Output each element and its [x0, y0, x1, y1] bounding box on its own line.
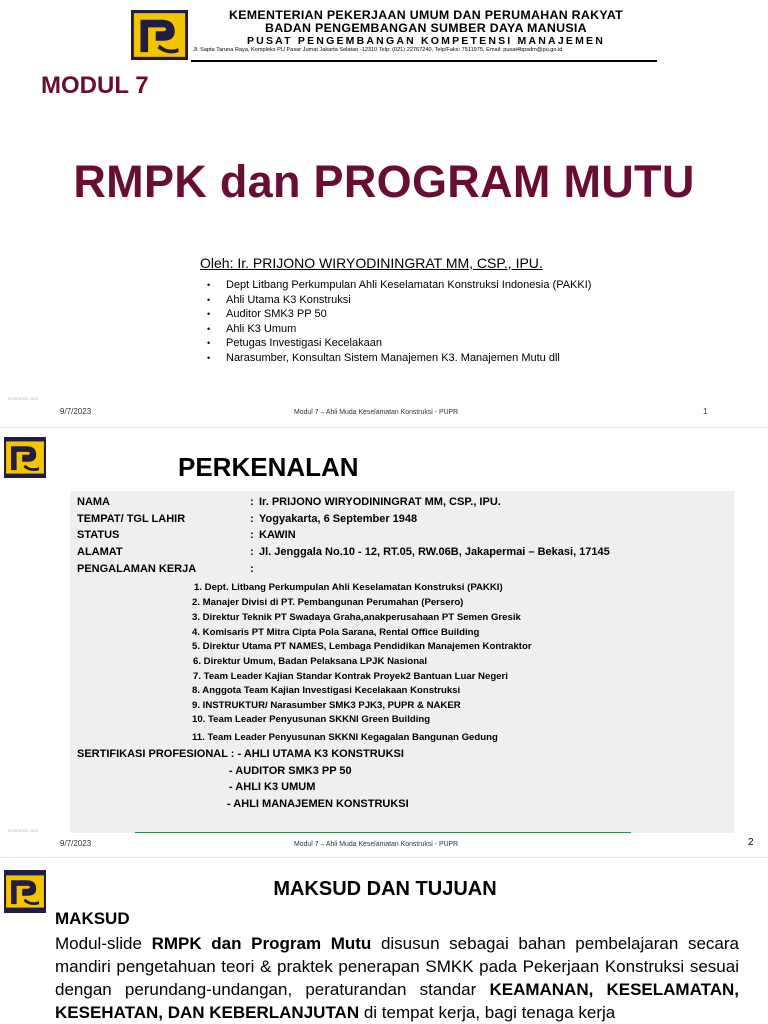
- page-number: 2: [748, 837, 754, 848]
- subsection-title: MAKSUD: [55, 909, 130, 928]
- credential-item: • Ahli Utama K3 Konstruksi: [207, 293, 591, 308]
- field-separator: :: [250, 529, 254, 541]
- certification-item: - AHLI K3 UMUM: [229, 781, 316, 793]
- pu-logo-icon: [4, 437, 46, 478]
- page-number: 1: [703, 407, 708, 416]
- letterhead-rule: [191, 60, 657, 62]
- experience-item: 10. Team Leader Penyusunan SKKNI Green Building: [192, 714, 431, 725]
- experience-item: 1. Dept. Litbang Perkumpulan Ahli Keselamatan Konstruksi (PAKKI): [194, 582, 503, 593]
- credential-item: • Petugas Investigasi Kecelakaan: [207, 336, 591, 351]
- pu-logo-icon: [131, 10, 188, 60]
- section-title: MAKSUD DAN TUJUAN: [273, 878, 497, 900]
- field-separator: :: [250, 513, 254, 525]
- footer-date: 9/7/2023: [60, 407, 92, 416]
- credential-item: • Dept Litbang Perkumpulan Ahli Keselamatan Konstruksi Indonesia (PAKKI): [207, 278, 591, 293]
- slide-separator: [0, 857, 768, 858]
- certification-label: SERTIFIKASI PROFESIONAL : - AHLI UTAMA K3 KONSTRUKSI: [77, 748, 404, 760]
- footer-rule: [135, 832, 631, 833]
- field-label: PENGALAMAN KERJA: [77, 563, 197, 575]
- field-value: Yogyakarta, 6 September 1948: [259, 513, 418, 525]
- footer-date: 9/7/2023: [60, 839, 92, 848]
- field-separator: :: [250, 546, 254, 558]
- field-value: Ir. PRIJONO WIRYODININGRAT MM, CSP., IPU.: [259, 496, 501, 508]
- slide-separator: [0, 427, 768, 428]
- credential-item: • Ahli K3 Umum: [207, 322, 591, 337]
- experience-item: 7. Team Leader Kajian Standar Kontrak Proyek2 Bantuan Luar Negeri: [193, 671, 508, 682]
- letterhead: [191, 9, 661, 54]
- field-label: STATUS: [77, 529, 120, 541]
- watermark: BUSINESS 2023: [8, 828, 39, 833]
- body-text: di tempat kerja, bagi tenaga kerja: [359, 1003, 616, 1022]
- field-value: KAWIN: [259, 529, 296, 541]
- watermark: BUSINESS 2023: [8, 396, 39, 401]
- footer-title: Modul 7 – Ahli Muda Keselamatan Konstruksi - PUPR: [294, 839, 459, 848]
- body-paragraph: [55, 932, 739, 1024]
- letterhead-line2: BADAN PENGEMBANGAN SUMBER DAYA MANUSIA: [265, 21, 587, 35]
- field-label: NAMA: [77, 496, 110, 508]
- body-text-bold: KEAMANAN, KESELAMATAN, KESEHATAN, DAN KEBERLANJUTAN: [55, 980, 740, 1022]
- experience-item: 5. Direktur Utama PT NAMES, Lembaga Pendidikan Manajemen Kontraktor: [192, 641, 532, 652]
- letterhead-line3: PUSAT PENGEMBANGAN KOMPETENSI MANAJEMEN: [246, 35, 606, 47]
- certification-item: - AUDITOR SMK3 PP 50: [229, 765, 352, 777]
- experience-item: 11. Team Leader Penyusunan SKKNI Kegagalan Bangunan Gedung: [192, 732, 498, 743]
- author-line: Oleh: Ir. PRIJONO WIRYODININGRAT MM, CSP., IPU.: [200, 255, 543, 271]
- field-label: ALAMAT: [77, 546, 123, 558]
- author-credentials: [207, 278, 591, 366]
- section-title: PERKENALAN: [178, 452, 359, 482]
- certification-item: - AHLI MANAJEMEN KONSTRUKSI: [227, 798, 409, 810]
- footer-title: Modul 7 – Ahli Muda Keselamatan Konstruksi - PUPR: [294, 407, 459, 416]
- credential-item: • Auditor SMK3 PP 50: [207, 307, 591, 322]
- field-separator: :: [250, 563, 254, 575]
- body-text: disusun sebagai bahan pembelajaran secara mandiri pengetahuan teori & praktek penerapan SMKK pada Pekerjaan Konstruksi sesuai dengan perundang-undangan, peraturandan standar: [55, 934, 739, 999]
- experience-item: 4. Komisaris PT Mitra Cipta Pola Sarana, Rental Office Building: [192, 627, 480, 638]
- slide-title: RMPK dan PROGRAM MUTU: [73, 156, 695, 207]
- experience-item: 6. Direktur Umum, Badan Pelaksana LPJK Nasional: [193, 656, 428, 667]
- field-label: TEMPAT/ TGL LAHIR: [77, 513, 186, 525]
- field-value: Jl. Jenggala No.10 - 12, RT.05, RW.06B, Jakapermai – Bekasi, 17145: [259, 546, 610, 558]
- module-label: MODUL 7: [41, 72, 149, 99]
- experience-item: 2. Manajer Divisi di PT. Pembangunan Perumahan (Persero): [192, 597, 464, 608]
- field-separator: :: [250, 496, 254, 508]
- experience-item: 3. Direktur Teknik PT Swadaya Graha,anakperusahaan PT Semen Gresik: [192, 612, 521, 623]
- letterhead-line1: KEMENTERIAN PEKERJAAN UMUM DAN PERUMAHAN RAKYAT: [228, 8, 624, 22]
- letterhead-address: Jl. Sapta Taruna Raya, Kompleks PU Pasar Jumat Jakarta Selatan -12310 Telp: (021) 22767240, Telp/Faks: 7511975, Email: pusat4bpsdm@pu.go.id: [193, 47, 563, 53]
- experience-item: 8. Anggota Team Kajian Investigasi Kecelakaan Konstruksi: [192, 685, 461, 696]
- credential-item: • Narasumber, Konsultan Sistem Manajemen K3. Manajemen Mutu dll: [207, 351, 591, 366]
- body-text-bold: RMPK dan Program Mutu: [151, 934, 372, 953]
- experience-item: 9. INSTRUKTUR/ Narasumber SMK3 PJK3, PUPR & NAKER: [192, 700, 461, 711]
- body-text: Modul-slide: [55, 934, 152, 953]
